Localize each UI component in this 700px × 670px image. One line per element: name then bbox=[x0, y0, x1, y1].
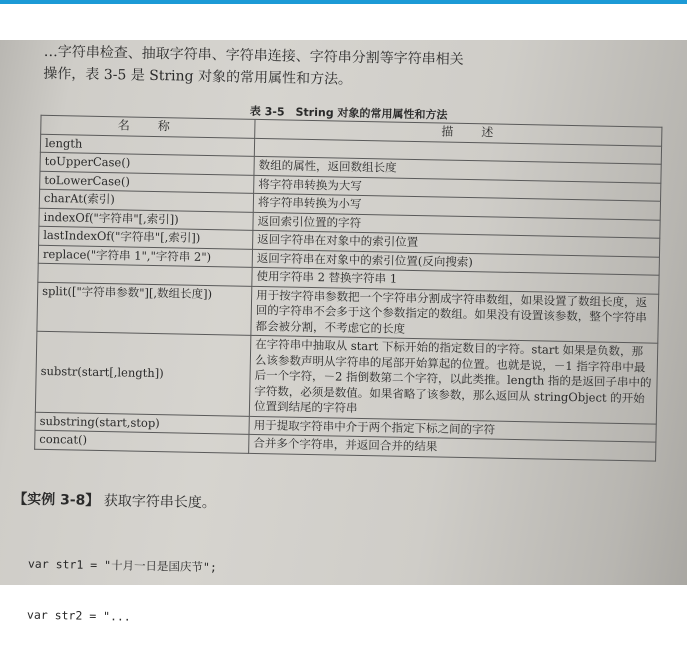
intro-line-1: …字符串检查、抽取字符串、字符串连接、字符串分割等字符串相关 bbox=[43, 43, 464, 68]
method-name: split(["字符串参数"][,数组长度]) bbox=[37, 282, 252, 336]
string-methods-table bbox=[34, 115, 662, 461]
method-name: indexOf("字符串"[,索引]) bbox=[39, 208, 253, 231]
header-description: 描 述 bbox=[255, 119, 662, 145]
method-name: toUpperCase() bbox=[40, 152, 254, 175]
intro-paragraph bbox=[43, 41, 684, 97]
book-page bbox=[0, 40, 700, 624]
method-name: substring(start,stop) bbox=[35, 412, 249, 435]
method-description: 数组的属性，返回数组长度 bbox=[254, 156, 661, 182]
code-line-2: var str2 = "... bbox=[26, 607, 131, 624]
table-row bbox=[35, 331, 657, 423]
method-name: toLowerCase() bbox=[40, 171, 254, 194]
method-description: 返回字符串在对象中的索引位置 bbox=[253, 230, 660, 256]
table-caption: 表 3-5 String 对象的常用属性和方法 bbox=[249, 104, 448, 122]
book-page-photo bbox=[0, 40, 687, 624]
method-description: 在字符串中抽取从 start 下标开始的指定数目的字符。start 如果是负数，那么该参数声明从字符串的尾部开始算起的位置。也就是说，－1 指字符串中最后一个字符，－2 指倒数第二个字符，以此类推。length 指的是返回子串中的字符数，必须是数值。如果省略了该参数，那么返回从 stringObject 的开始位置到结尾的字符串 bbox=[249, 335, 657, 423]
code-block bbox=[26, 522, 218, 662]
method-name: length bbox=[40, 134, 254, 157]
example-title: 获取字符串长度。 bbox=[103, 493, 216, 512]
method-description: 将字符串转换为大写 bbox=[254, 175, 661, 201]
example-label: 【实例 3-8】 bbox=[13, 491, 100, 509]
method-description: 使用字符串 2 替换字符串 1 bbox=[252, 267, 659, 293]
method-name: lastIndexOf("字符串"[,索引]) bbox=[39, 226, 253, 249]
code-line-1: var str1 = "十月一日是国庆节"; bbox=[27, 556, 217, 575]
method-description: 用于按字符串参数把一个字符串分割成字符串数组，如果设置了数组长度，返回的字符串不会多于这个参数指定的数组。如果没有设置该参数，整个字符串都会被分割，不考虑它的长度 bbox=[251, 286, 659, 343]
method-description: 用于提取字符串中介于两个指定下标之间的字符 bbox=[249, 416, 656, 442]
method-name: replace("字符串 1","字符串 2") bbox=[38, 245, 252, 268]
example-heading bbox=[13, 488, 216, 512]
method-description: 返回索引位置的字符 bbox=[253, 212, 660, 238]
method-name: concat() bbox=[35, 430, 249, 453]
method-description: 合并多个字符串，并返回合并的结果 bbox=[249, 434, 656, 460]
method-name: substr(start[,length]) bbox=[35, 331, 251, 416]
top-accent-bar bbox=[0, 0, 687, 4]
header-name: 名 称 bbox=[41, 115, 255, 138]
method-description: 返回字符串在对象中的索引位置(反向搜索) bbox=[252, 249, 659, 275]
intro-line-2: 操作，表 3-5 是 String 对象的常用属性和方法。 bbox=[43, 65, 353, 88]
method-description: 将字符串转换为小写 bbox=[253, 193, 660, 219]
method-name: charAt(索引) bbox=[39, 189, 253, 212]
